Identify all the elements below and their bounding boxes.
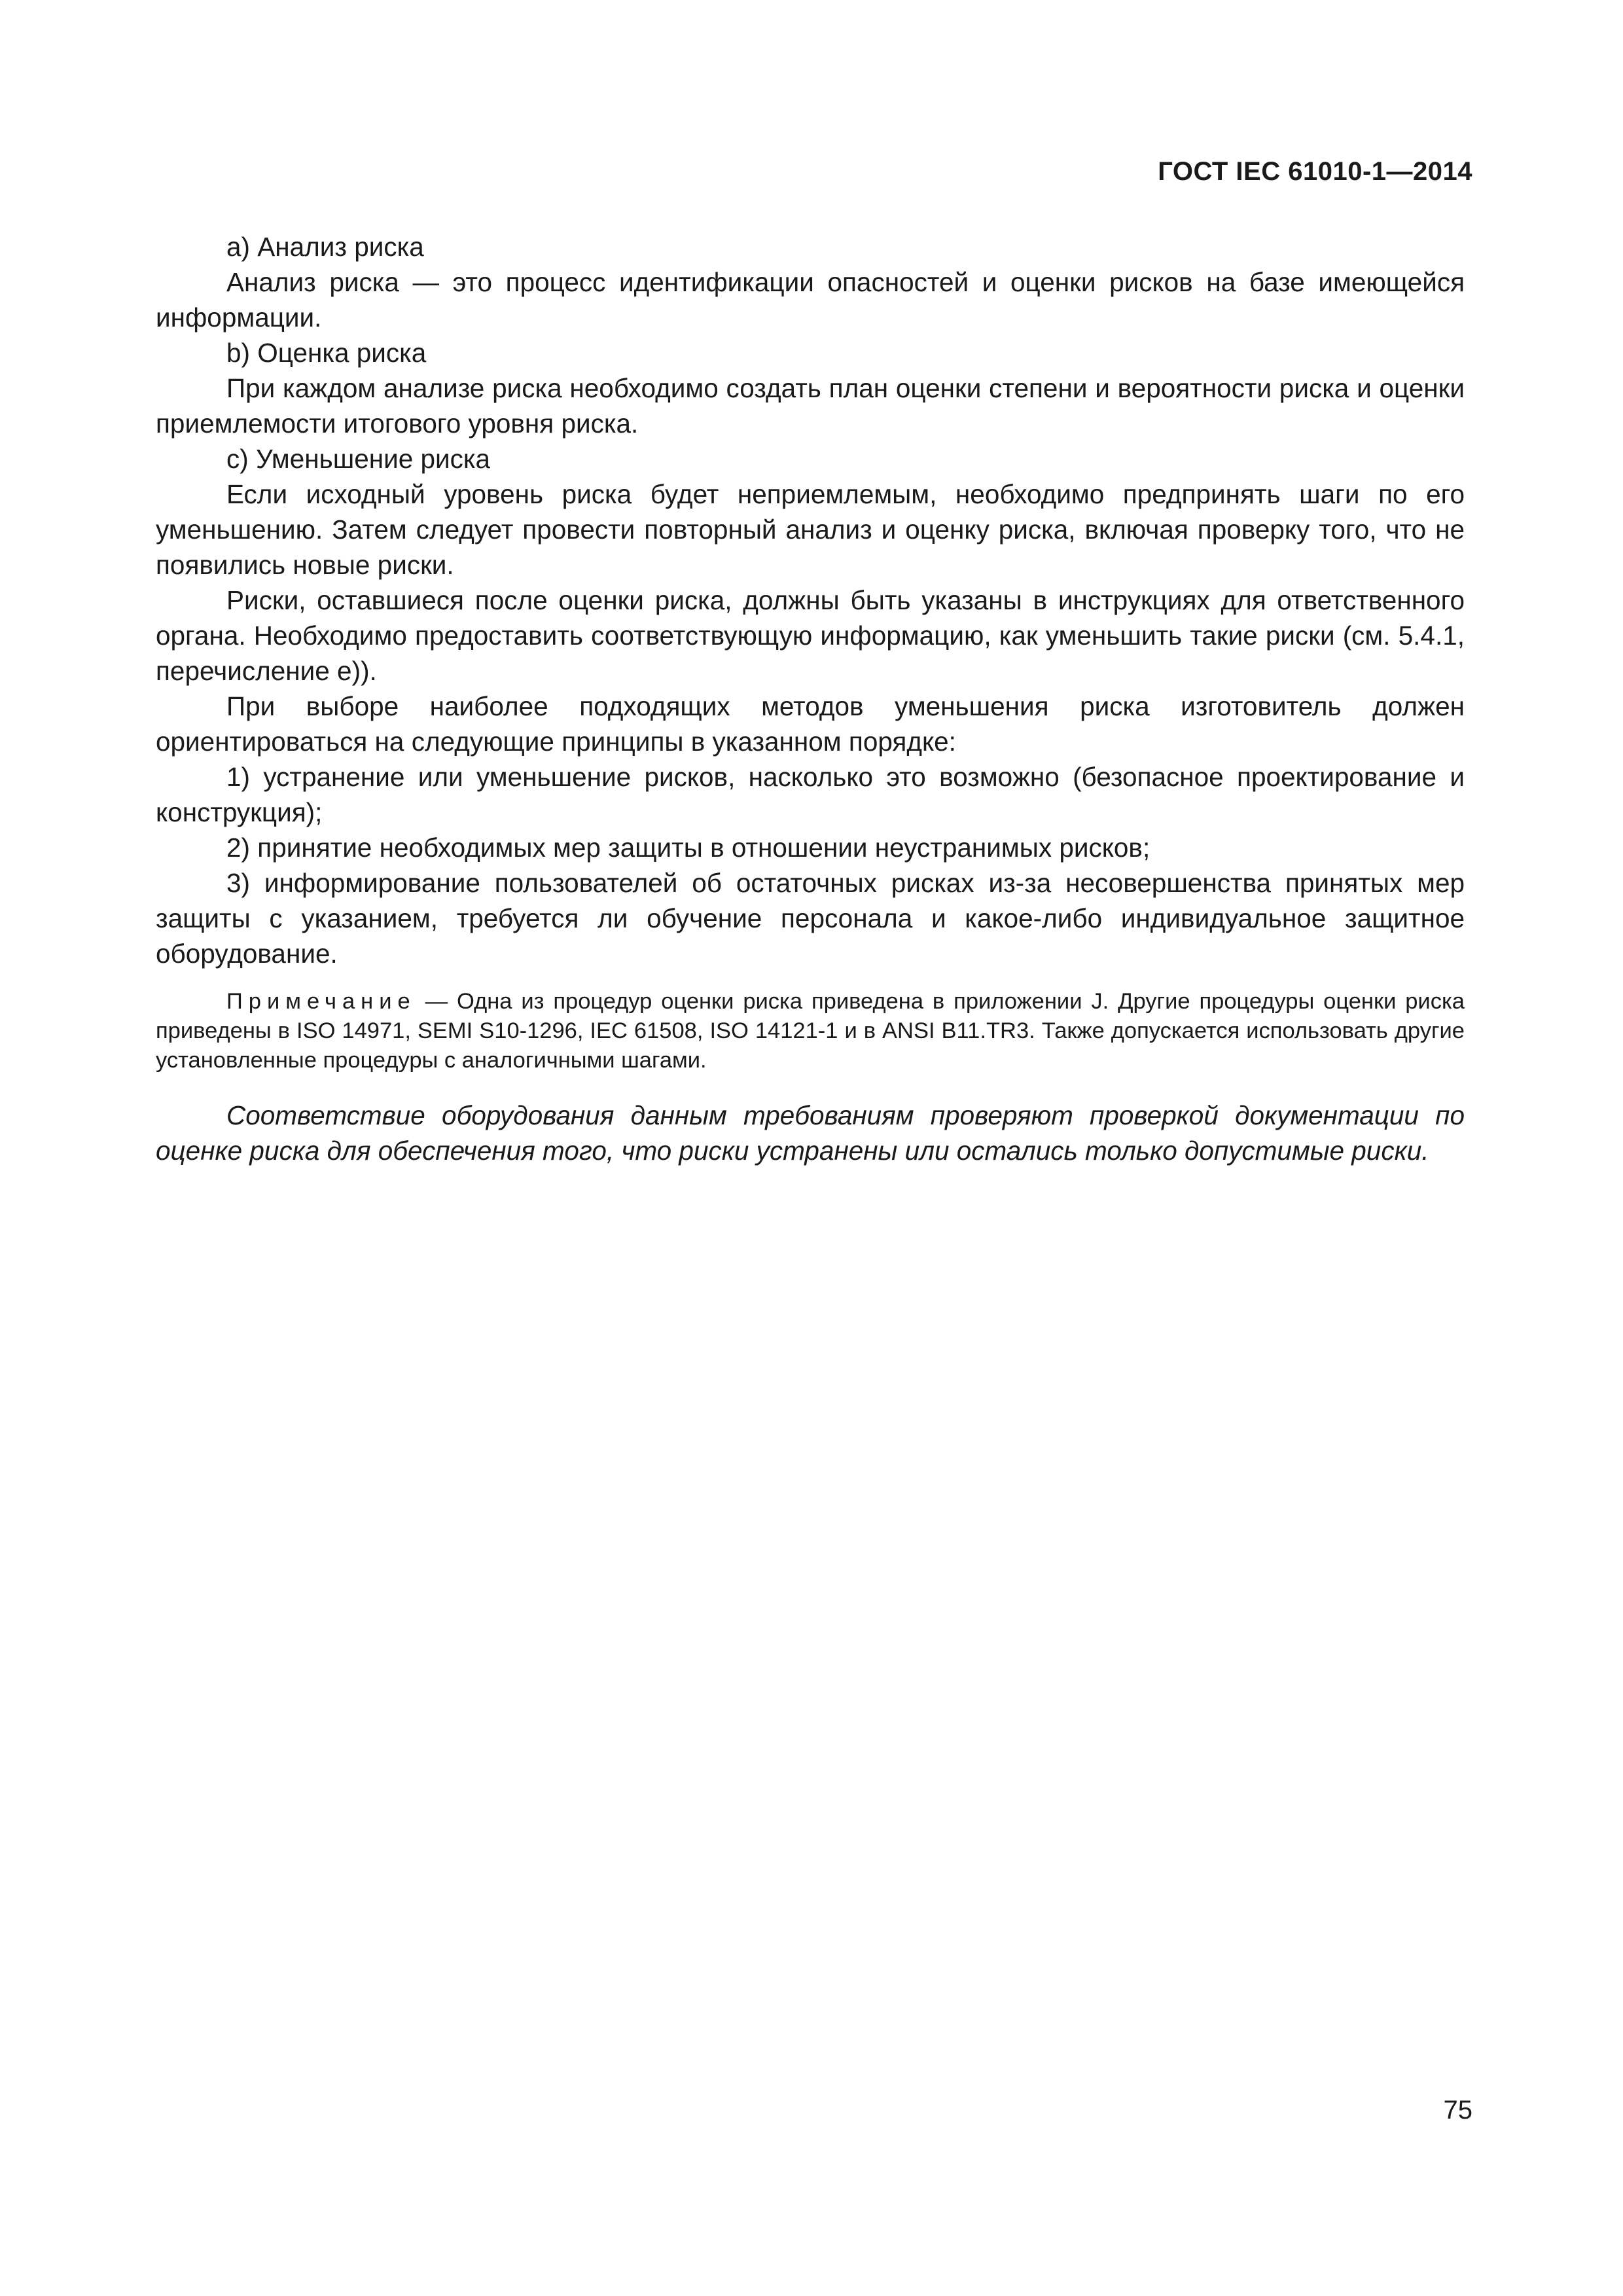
note-label: Примечание [226, 989, 416, 1014]
note-paragraph [156, 987, 1465, 1075]
risk-evaluation-paragraph: При каждом анализе риска необходимо создать план оценки степени и вероятности риска и оценки приемлемости итогового уровня риска. [156, 373, 1465, 439]
subsection-b-title: b) Оценка риска [226, 338, 427, 368]
principles-intro-paragraph: При выборе наиболее подходящих методов уменьшения риска изготовитель должен ориентироваться на следующие принципы в указанном порядке: [156, 691, 1465, 757]
principle-item-3: 3) информирование пользователей об остаточных рисках из-за несовершенства принятых мер защиты с указанием, требуется ли обучение персонала и какое-либо индивидуальное защитное оборудование. [156, 868, 1465, 969]
standard-code-header: ГОСТ IEC 61010-1—2014 [1158, 157, 1472, 186]
document-body [156, 229, 1465, 1168]
risk-analysis-paragraph: Анализ риска — это процесс идентификации опасностей и оценки рисков на базе имеющейся информации. [156, 267, 1465, 332]
principle-item-1: 1) устранение или уменьшение рисков, насколько это возможно (безопасное проектирование и конструкция); [156, 762, 1465, 827]
principle-item-2: 2) принятие необходимых мер защиты в отношении неустранимых рисков; [226, 833, 1150, 863]
page-number: 75 [1443, 2096, 1472, 2125]
subsection-c-title: c) Уменьшение риска [226, 444, 491, 474]
note-text: — Одна из процедур оценки риска приведена в приложении J. Другие процедуры оценки риска приведены в ISO 14971, SEMI S10-1296, IEC 61508, ISO 14121-1 и в ANSI B11.TR3. Также допускается использовать другие установленные процедуры с аналогичными шагами. [156, 989, 1465, 1073]
compliance-statement: Соответствие оборудования данным требованиям проверяют проверкой документации по оценке риска для обеспечения того, что риски устранены или остались только допустимые риски. [156, 1100, 1465, 1166]
subsection-a-title: a) Анализ риска [226, 232, 424, 262]
risk-reduction-paragraph: Если исходный уровень риска будет неприемлемым, необходимо предпринять шаги по его уменьшению. Затем следует провести повторный анализ и оценку риска, включая проверку того, что не появились новые риски. [156, 479, 1465, 580]
residual-risk-paragraph: Риски, оставшиеся после оценки риска, должны быть указаны в инструкциях для ответственного органа. Необходимо предоставить соответствующую информацию, как уменьшить такие риски (см. 5.4.1, перечисление е)). [156, 585, 1465, 686]
